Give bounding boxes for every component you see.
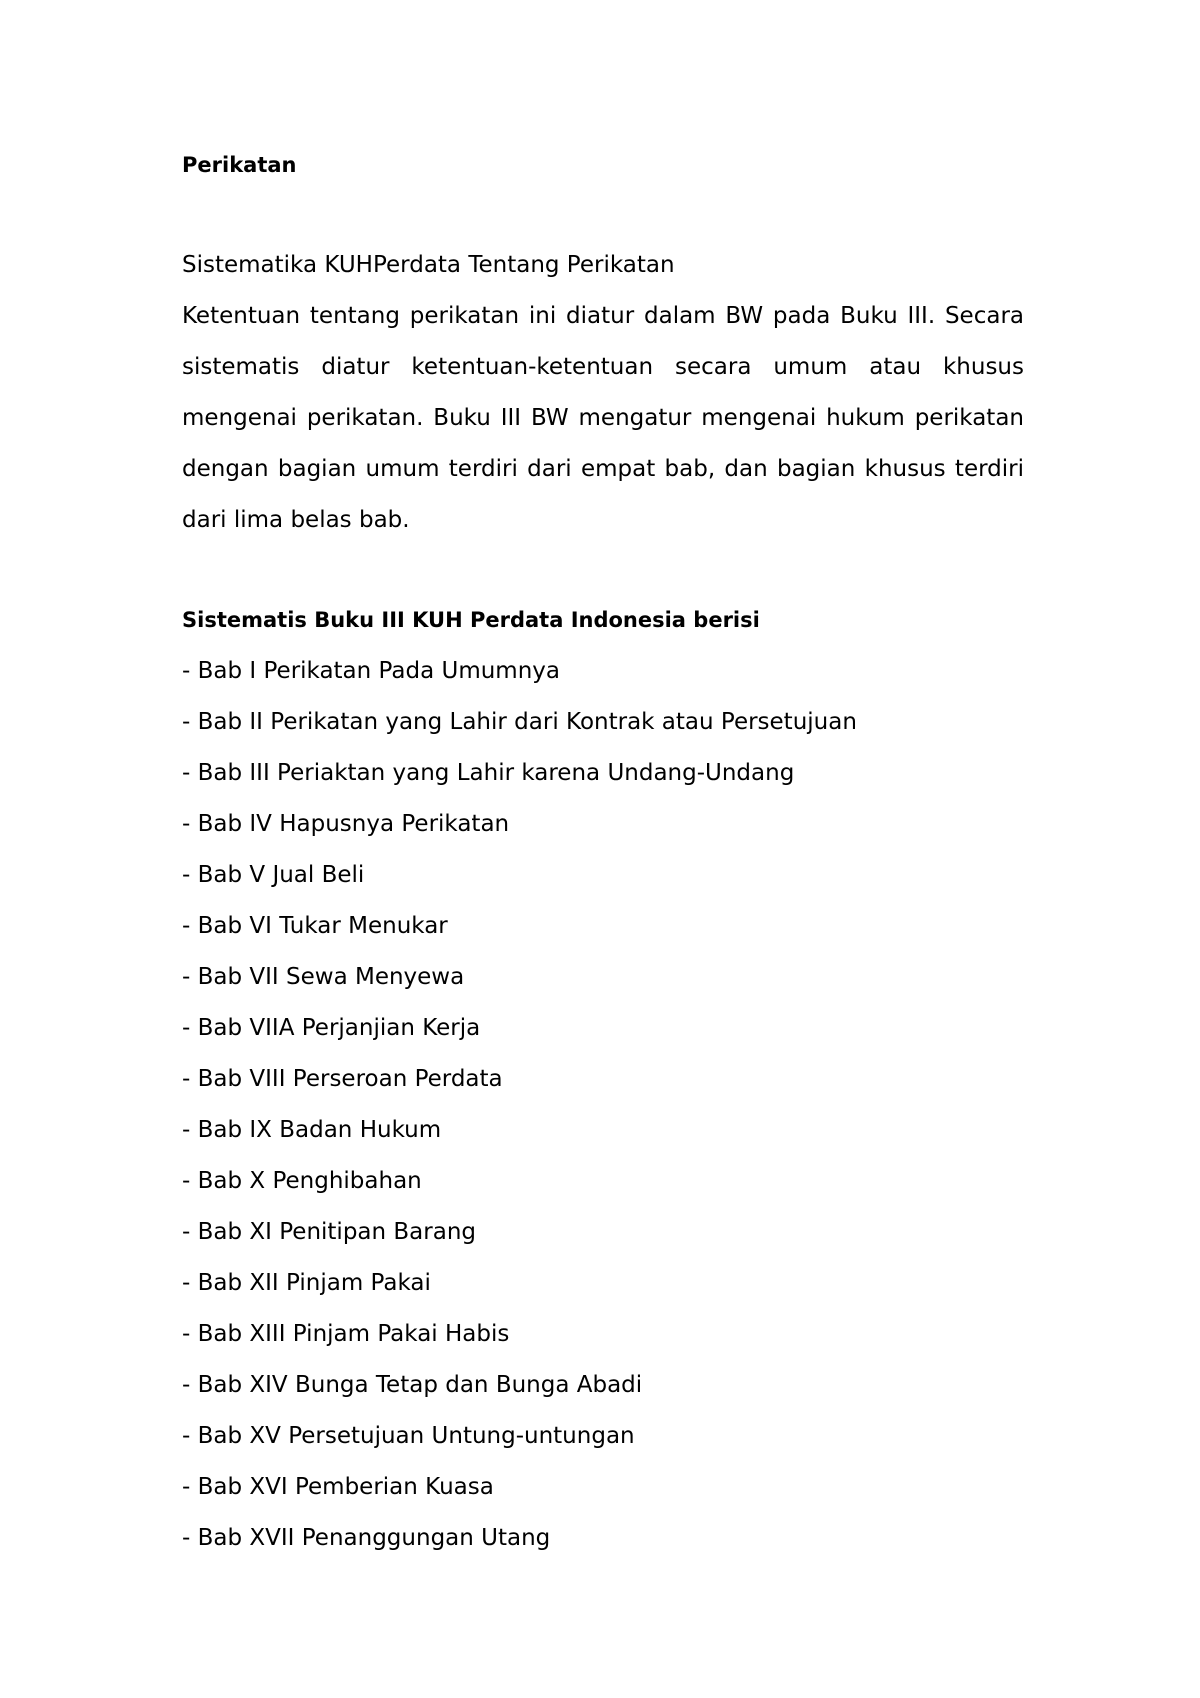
list-item: - Bab XII Pinjam Pakai	[182, 1270, 431, 1296]
list-item: - Bab VI Tukar Menukar	[182, 913, 448, 939]
list-item: - Bab IX Badan Hukum	[182, 1117, 442, 1143]
list-item: - Bab VIII Perseroan Perdata	[182, 1066, 503, 1092]
list-item: - Bab VII Sewa Menyewa	[182, 964, 465, 990]
spacer	[182, 546, 1024, 595]
document-title: Perikatan	[182, 153, 297, 177]
list-item: - Bab XV Persetujuan Untung-untungan	[182, 1423, 635, 1449]
bab-list	[182, 646, 1024, 1564]
spacer	[182, 191, 1024, 240]
list-item: - Bab XVII Penanggungan Utang	[182, 1525, 551, 1551]
list-item: - Bab XIV Bunga Tetap dan Bunga Abadi	[182, 1372, 643, 1398]
list-item: - Bab VIIA Perjanjian Kerja	[182, 1015, 481, 1041]
list-item: - Bab II Perikatan yang Lahir dari Kontrak atau Persetujuan	[182, 709, 857, 735]
list-item: - Bab III Periaktan yang Lahir karena Undang-Undang	[182, 760, 795, 786]
document-content	[182, 140, 1024, 1564]
list-item: - Bab XVI Pemberian Kuasa	[182, 1474, 494, 1500]
list-item: - Bab XIII Pinjam Pakai Habis	[182, 1321, 510, 1347]
intro-paragraph: Ketentuan tentang perikatan ini diatur dalam BW pada Buku III. Secara sistematis diatur ketentuan-ketentuan secara umum atau khusus mengenai perikatan. Buku III BW mengatur mengenai hukum perikatan dengan bagian umum terdiri dari empat bab, dan bagian khusus terdiri dari lima belas bab.	[182, 303, 1024, 533]
list-item: - Bab IV Hapusnya Perikatan	[182, 811, 510, 837]
list-heading: Sistematis Buku III KUH Perdata Indonesia berisi	[182, 608, 760, 632]
list-item: - Bab XI Penitipan Barang	[182, 1219, 477, 1245]
document-subtitle: Sistematika KUHPerdata Tentang Perikatan	[182, 252, 675, 278]
list-item: - Bab V Jual Beli	[182, 862, 365, 888]
list-item: - Bab I Perikatan Pada Umumnya	[182, 658, 560, 684]
list-item: - Bab X Penghibahan	[182, 1168, 422, 1194]
